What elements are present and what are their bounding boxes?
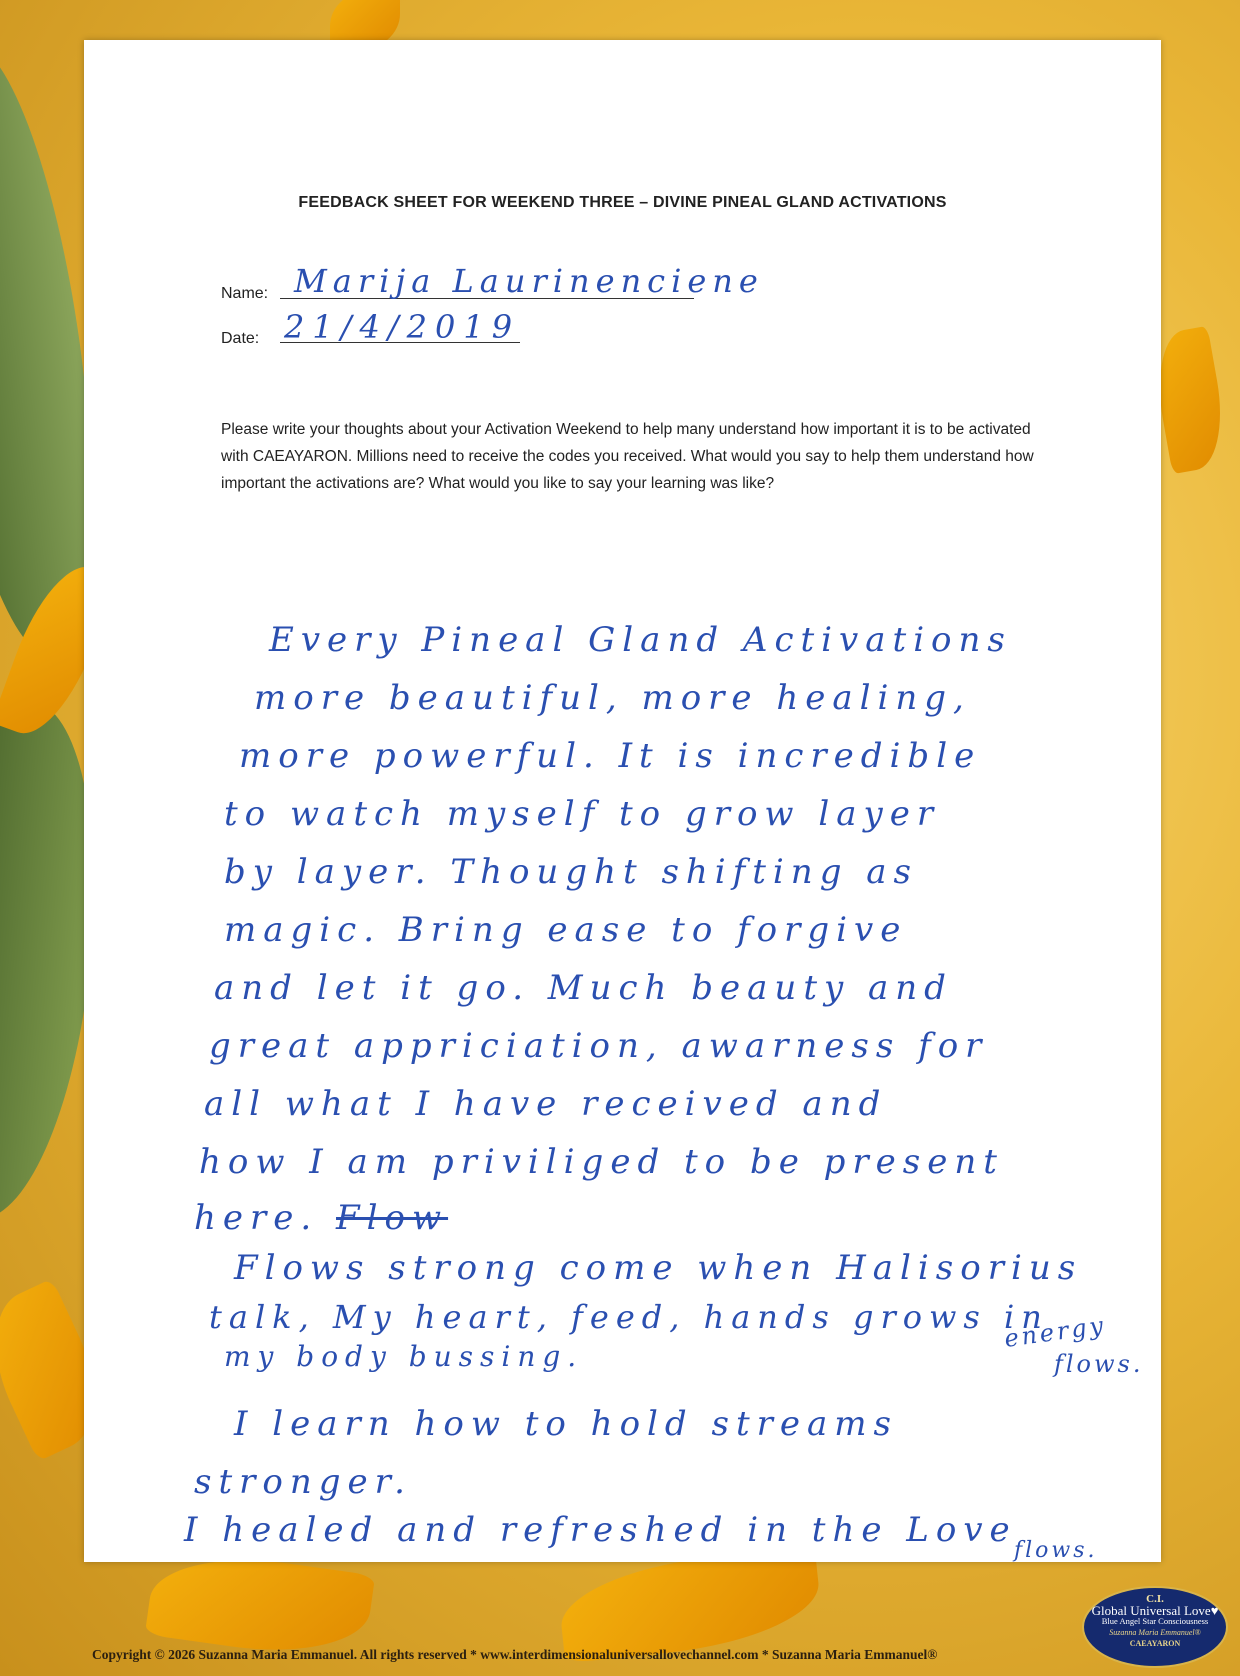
handwriting-line: to watch myself to grow layer [224,794,941,834]
handwriting-line: Flows strong come when Halisorius [234,1248,1083,1288]
copyright-footer: Copyright © 2026 Suzanna Maria Emmanuel. All rights reserved * www.interdimensionaluniversallovechannel.com * Suzanna Maria Emmanuel® [92,1647,938,1662]
handwriting-line: I healed and refreshed in the Love [184,1510,1017,1550]
struck-word: Flow [336,1198,449,1238]
date-label: Date: [221,330,260,347]
global-universal-love-seal: C.I. Global Universal Love♥ Blue Angel Star Consciousness Suzanna Maria Emmanuel® CAEAYARON [1082,1586,1228,1668]
handwriting-line: Every Pineal Gland Activations [269,620,1012,660]
handwriting-line: how I am priviliged to be present [199,1142,1004,1182]
background-petal [556,1547,824,1664]
margin-note: flows. [1014,1538,1098,1563]
handwriting-line: by layer. Thought shifting as [224,852,918,892]
handwriting-line: great appriciation, awarness for [209,1026,989,1066]
handwriting-line: here. Flow [194,1198,449,1238]
margin-note: flows. [1054,1350,1144,1378]
date-handwritten: 21/4/2019 [284,308,521,346]
name-handwritten: Marija Laurinenciene [294,262,764,300]
handwriting-line: my body bussing. [224,1340,584,1373]
prompt-text: Please write your thoughts about your Activation Weekend to help many understand how important it is to be activated with CAEAYARON. Millions need to receive the codes you received. What would you say to help them understand how important the activations are? What would you like to say your learning was like? [221,421,1034,492]
handwriting-line: more powerful. It is incredible [239,736,982,776]
sheet-title: FEEDBACK SHEET FOR WEEKEND THREE – DIVINE PINEAL GLAND ACTIVATIONS [298,194,947,211]
handwriting-line: stronger. [194,1462,412,1502]
handwriting-line: I learn how to hold streams [234,1404,898,1444]
handwriting-line: magic. Bring ease to forgive [224,910,908,950]
handwriting-line: all what I have received and [204,1084,888,1124]
margin-note: energy [1002,1311,1108,1353]
name-label: Name: [221,285,269,302]
feedback-sheet [84,40,1161,1562]
handwriting-line: more beautiful, more healing, [254,678,971,718]
handwriting-line: talk, My heart, feed, hands grows in [209,1298,1049,1336]
handwriting-line: and let it go. Much beauty and [214,968,953,1008]
